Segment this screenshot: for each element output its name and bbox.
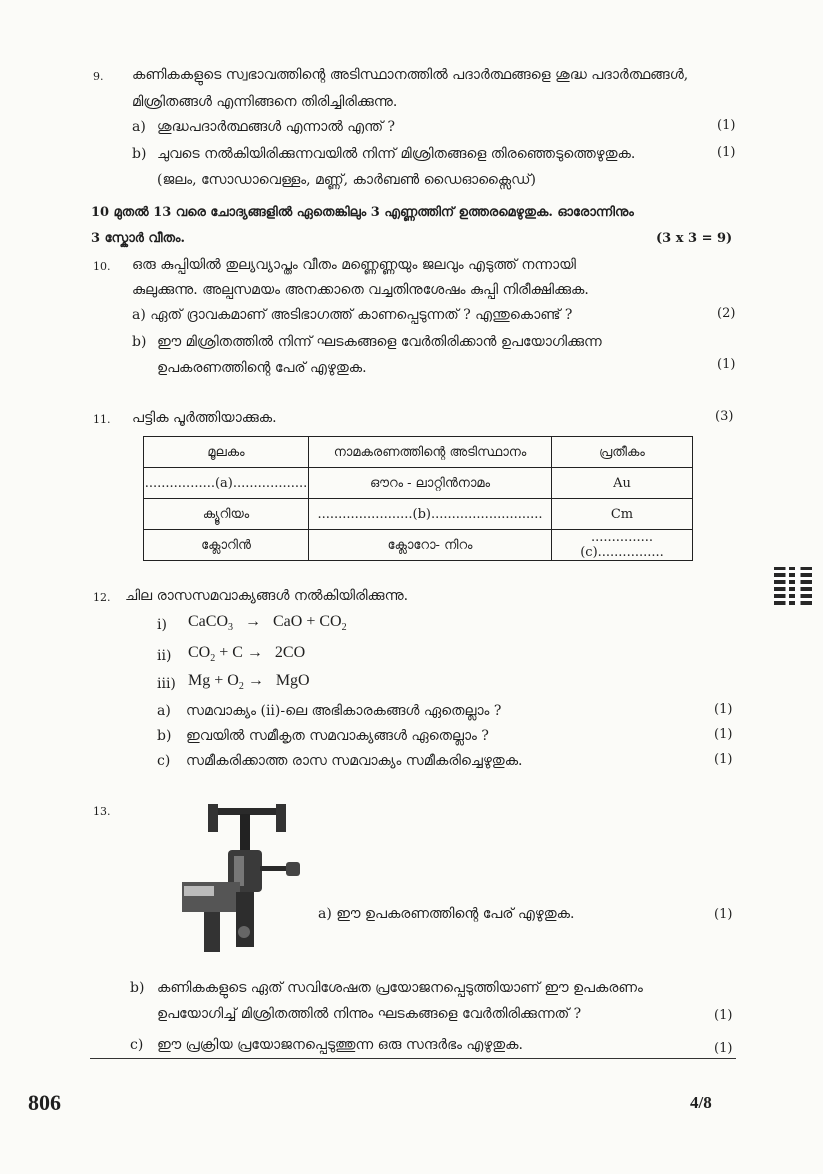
q11-number: 11. bbox=[93, 413, 111, 426]
equation-1: CaCO$_3$ → CaO + $CO_2$ bbox=[188, 613, 347, 634]
q13c-mark: (1) bbox=[714, 1041, 733, 1056]
q10b-label: b) bbox=[132, 334, 147, 350]
q9-number: 9. bbox=[93, 70, 104, 83]
table-cell: ...............(c)................ bbox=[552, 530, 693, 561]
table-cell: Cm bbox=[552, 499, 693, 530]
q12c-text: സമീകരിക്കാത്ത രാസ സമവാക്യം സമീകരിച്ചെഴുതുക. bbox=[186, 753, 523, 769]
section-score: (3 x 3 = 9) bbox=[656, 231, 733, 246]
table-row bbox=[144, 530, 693, 561]
q11-stem: പട്ടിക പൂർത്തിയാക്കുക. bbox=[132, 410, 277, 426]
table-cell: .................(a).................. bbox=[144, 468, 309, 499]
q13a-text: a) ഈ ഉപകരണത്തിന്റെ പേര് എഴുതുക. bbox=[318, 906, 575, 922]
q13c-text: ഈ പ്രക്രിയ പ്രയോജനപ്പെടുത്തുന്ന ഒരു സന്ദർഭം എഴുതുക. bbox=[157, 1037, 523, 1053]
equation-3: $Mg + O_2$ → MgO bbox=[188, 672, 310, 693]
q12a-text: സമവാക്യം (ii)-ലെ അഭികാരകങ്ങൾ ഏതെല്ലാം ? bbox=[186, 703, 502, 719]
q10-stem-line2: കുലുക്കുന്നു. അല്പസമയം അനക്കാതെ വച്ചതിനുശേഷം കുപ്പി നിരീക്ഷിക്കുക. bbox=[132, 282, 589, 298]
q13b-line2: ഉപയോഗിച്ച് മിശ്രിതത്തിൽ നിന്നും ഘടകങ്ങളെ വേർതിരിക്കുന്നത് ? bbox=[157, 1006, 582, 1022]
bottom-rule bbox=[90, 1058, 736, 1059]
q10b-line1: ഈ മിശ്രിതത്തിൽ നിന്ന് ഘടകങ്ങളെ വേർതിരിക്കാൻ ഉപയോഗിക്കുന്ന bbox=[157, 334, 602, 350]
page-number: 4/8 bbox=[690, 1093, 712, 1112]
q12b-mark: (1) bbox=[714, 727, 733, 742]
q10b-mark: (1) bbox=[717, 357, 736, 372]
q11-table bbox=[143, 436, 693, 561]
q9b-text: ചുവടെ നൽകിയിരിക്കുന്നവയിൽ നിന്ന് മിശ്രിതങ്ങളെ തിരഞ്ഞെടുത്തെഴുതുക. bbox=[157, 146, 636, 162]
q13c-label: c) bbox=[130, 1037, 144, 1053]
q12b-text: ഇവയിൽ സമീകൃത സമവാക്യങ്ങൾ ഏതെല്ലാം ? bbox=[186, 728, 489, 744]
q9-stem-line2: മിശ്രിതങ്ങൾ എന്നിങ്ങനെ തിരിച്ചിരിക്കുന്നു. bbox=[132, 94, 398, 110]
table-cell: .......................(b)........................... bbox=[309, 499, 552, 530]
q9-stem-line1: കണികകളുടെ സ്വഭാവത്തിന്റെ അടിസ്ഥാനത്തിൽ പദാർത്ഥങ്ങളെ ശുദ്ധ പദാർത്ഥങ്ങൾ, bbox=[132, 67, 689, 83]
eq2-label: ii) bbox=[157, 648, 172, 664]
table-cell: ക്ലോറോ- നിറം bbox=[309, 530, 552, 561]
q13b-mark: (1) bbox=[714, 1008, 733, 1023]
table-cell: ക്യൂറിയം bbox=[144, 499, 309, 530]
q9b-options: (ജലം, സോഡാവെള്ളം, മണ്ണ്, കാർബൺ ഡൈഓക്സൈഡ്) bbox=[157, 172, 536, 188]
q10b-line2: ഉപകരണത്തിന്റെ പേര് എഴുതുക. bbox=[157, 360, 367, 376]
table-header-cell: മൂലകം bbox=[144, 437, 309, 468]
q10-number: 10. bbox=[93, 260, 111, 273]
q9b-mark: (1) bbox=[717, 145, 736, 160]
eq3-label: iii) bbox=[157, 676, 176, 692]
q11-mark: (3) bbox=[715, 409, 734, 424]
paper-code: 806 bbox=[28, 1090, 61, 1115]
table-cell: Au bbox=[552, 468, 693, 499]
table-header-cell: പ്രതീകം bbox=[552, 437, 693, 468]
eq1-label: i) bbox=[157, 617, 167, 633]
q12-number: 12. bbox=[93, 591, 111, 604]
q12a-label: a) bbox=[157, 703, 171, 719]
table-header-cell: നാമകരണത്തിന്റെ അടിസ്ഥാനം bbox=[309, 437, 552, 468]
section-instruction-line1: 10 മുതൽ 13 വരെ ചോദ്യങ്ങളിൽ ഏതെങ്കിലും 3 എണ്ണത്തിന് ഉത്തരമെഴുതുക. ഓരോന്നിനും bbox=[91, 205, 634, 220]
q12-stem: ചില രാസസമവാക്യങ്ങൾ നൽകിയിരിക്കുന്നു. bbox=[125, 588, 409, 604]
q13b-line1: കണികകളുടെ ഏത് സവിശേഷത പ്രയോജനപ്പെടുത്തിയാണ് ഈ ഉപകരണം bbox=[157, 980, 643, 996]
section-instruction-line2: 3 സ്കോർ വീതം. bbox=[91, 231, 186, 246]
q13b-label: b) bbox=[130, 980, 145, 996]
q10a-mark: (2) bbox=[717, 306, 736, 321]
equation-2: $CO_2 + C \to 2CO$ bbox=[188, 644, 306, 665]
table-cell: ഔറം - ലാറ്റിൻനാമം bbox=[309, 468, 552, 499]
q13-number: 13. bbox=[93, 805, 111, 818]
q12c-mark: (1) bbox=[714, 752, 733, 767]
q12b-label: b) bbox=[157, 728, 172, 744]
q12c-label: c) bbox=[157, 753, 171, 769]
q12a-mark: (1) bbox=[714, 702, 733, 717]
table-row bbox=[144, 468, 693, 499]
table-row bbox=[144, 499, 693, 530]
table-cell: ക്ലോറിൻ bbox=[144, 530, 309, 561]
q9a-text: ശുദ്ധപദാർത്ഥങ്ങൾ എന്നാൽ എന്ത് ? bbox=[157, 119, 396, 135]
q10a-text: a) ഏത് ദ്രാവകമാണ് അടിഭാഗത്ത് കാണപ്പെടുന്നത് ? എന്തുകൊണ്ട് ? bbox=[132, 307, 573, 323]
q9b-label: b) bbox=[132, 146, 147, 162]
q10-stem-line1: ഒരു കുപ്പിയിൽ തുല്യവ്യാപ്തം വീതം മണ്ണെണ്ണയും ജലവും എടുത്ത് നന്നായി bbox=[132, 257, 576, 273]
q9a-label: a) bbox=[132, 119, 146, 135]
qr-code-icon bbox=[774, 567, 812, 605]
q13a-mark: (1) bbox=[714, 907, 733, 922]
q9a-mark: (1) bbox=[717, 118, 736, 133]
centrifuge-apparatus-image bbox=[180, 800, 305, 955]
table-header-row bbox=[144, 437, 693, 468]
